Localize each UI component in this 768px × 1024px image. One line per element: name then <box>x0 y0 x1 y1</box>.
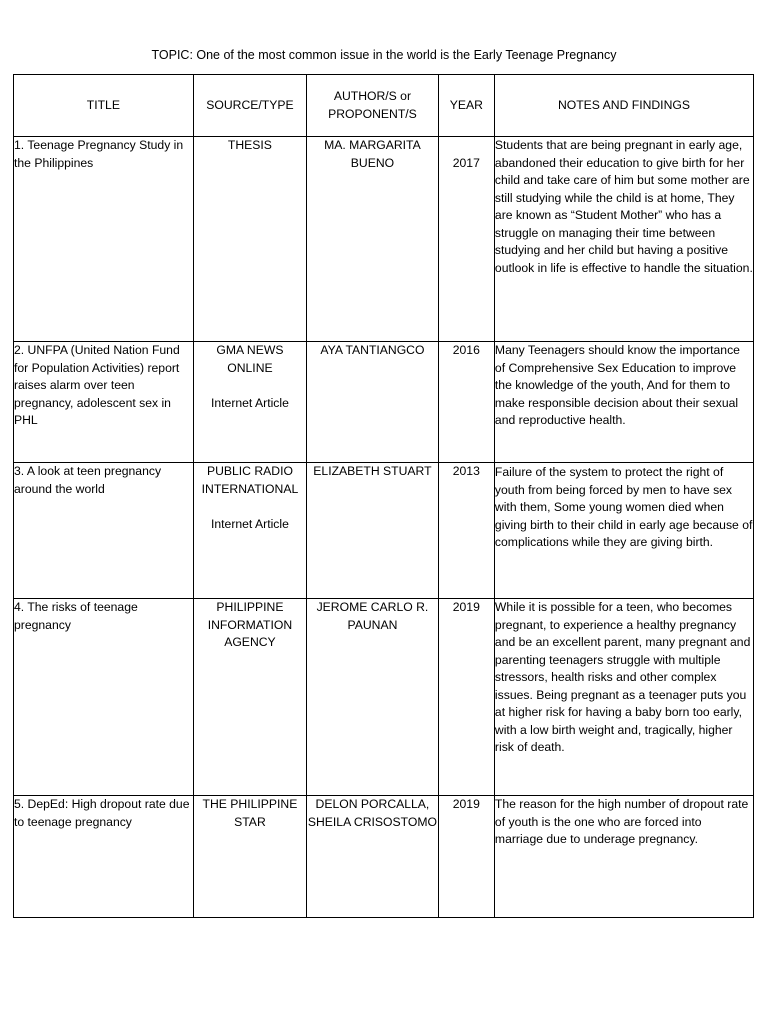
table-row <box>14 463 754 599</box>
header-title: TITLE <box>14 75 194 137</box>
header-notes: NOTES AND FINDINGS <box>494 75 753 137</box>
table-row <box>14 137 754 342</box>
row-author: AYA TANTIANGCO <box>307 342 439 463</box>
table-row <box>14 599 754 796</box>
row-source-line2: THESIS <box>227 138 272 152</box>
table-row <box>14 796 754 918</box>
row-source-line1: PUBLIC RADIO <box>206 464 293 478</box>
row-year-value: 2016 <box>452 343 480 357</box>
row-author: ELIZABETH STUART <box>307 463 439 599</box>
row-notes: The reason for the high number of dropout rate of youth is the one who are forced into marriage due to underage pregnancy. <box>494 796 753 918</box>
document-topic: TOPIC: One of the most common issue in the world is the Early Teenage Pregnancy <box>151 48 617 62</box>
literature-review-table <box>13 74 754 918</box>
row-source <box>193 342 306 463</box>
row-year <box>438 796 494 918</box>
header-source: SOURCE/TYPE <box>193 75 306 137</box>
header-year: YEAR <box>438 75 494 137</box>
row-author: DELON PORCALLA, SHEILA CRISOSTOMO <box>307 796 439 918</box>
row-notes: Students that are being pregnant in early age, abandoned their education to give birth for her child and take care of him but some mother are still studying while the child is at home, They are known as “Student Mother” who has a struggle on managing their time between studying and her child but having a positive outlook in life is effective to handle the situation. <box>494 137 753 342</box>
row-title: 2. UNFPA (United Nation Fund for Population Activities) report raises alarm over teen pregnancy, adolescent sex in PHL <box>14 342 194 463</box>
table-header-row <box>14 75 754 137</box>
row-notes: While it is possible for a teen, who becomes pregnant, to experience a healthy pregnancy and be an excellent parent, many pregnant and parenting teenagers struggle with multiple stressors, health risks and other complex issues. Being pregnant as a teenager puts you at higher risk for having a baby born too early, with a low birth weight and, tragically, higher risk of death. <box>494 599 753 796</box>
row-source-type: Internet Article <box>210 395 289 410</box>
row-year-value: 2019 <box>452 600 480 614</box>
row-notes: Failure of the system to protect the right of youth from being forced by men to have sex with them, Some young women died when giving birth to their child in early age because of complications while they are giving birth. <box>494 463 753 599</box>
row-source-line2: INFORMATION AGENCY <box>207 617 293 649</box>
row-author: MA. MARGARITA BUENO <box>307 137 439 342</box>
header-author <box>307 75 439 137</box>
table-row <box>14 342 754 463</box>
row-year-value: 2013 <box>452 464 480 478</box>
row-source <box>193 599 306 796</box>
header-author-line1: AUTHOR/S or <box>333 89 412 103</box>
row-source-line1: PHILIPPINE <box>216 600 284 614</box>
row-source-type: Internet Article <box>210 516 289 531</box>
row-author: JEROME CARLO R. PAUNAN <box>307 599 439 796</box>
row-source-line2: ONLINE <box>227 360 273 375</box>
row-year <box>438 599 494 796</box>
row-source-line1: GMA NEWS <box>216 343 284 357</box>
row-source <box>193 463 306 599</box>
row-title: 3. A look at teen pregnancy around the world <box>14 463 194 599</box>
row-source <box>193 137 306 342</box>
row-year-value: 2019 <box>452 797 480 811</box>
row-title: 5. DepEd: High dropout rate due to teenage pregnancy <box>14 796 194 918</box>
row-title: 1. Teenage Pregnancy Study in the Philippines <box>14 137 194 342</box>
row-source-line2: INTERNATIONAL <box>201 481 299 496</box>
row-year <box>438 137 494 342</box>
row-title: 4. The risks of teenage pregnancy <box>14 599 194 796</box>
row-source-line1: THE PHILIPPINE <box>202 797 298 811</box>
header-author-line2: PROPONENT/S <box>328 106 417 121</box>
row-year <box>438 342 494 463</box>
row-source <box>193 796 306 918</box>
row-source-line2: STAR <box>234 814 266 829</box>
row-year-value: 2017 <box>452 155 480 170</box>
row-notes: Many Teenagers should know the importance of Comprehensive Sex Education to improve the knowledge of the youth, And for them to make responsible decision about their sexual and reproductive health. <box>494 342 753 463</box>
row-year <box>438 463 494 599</box>
